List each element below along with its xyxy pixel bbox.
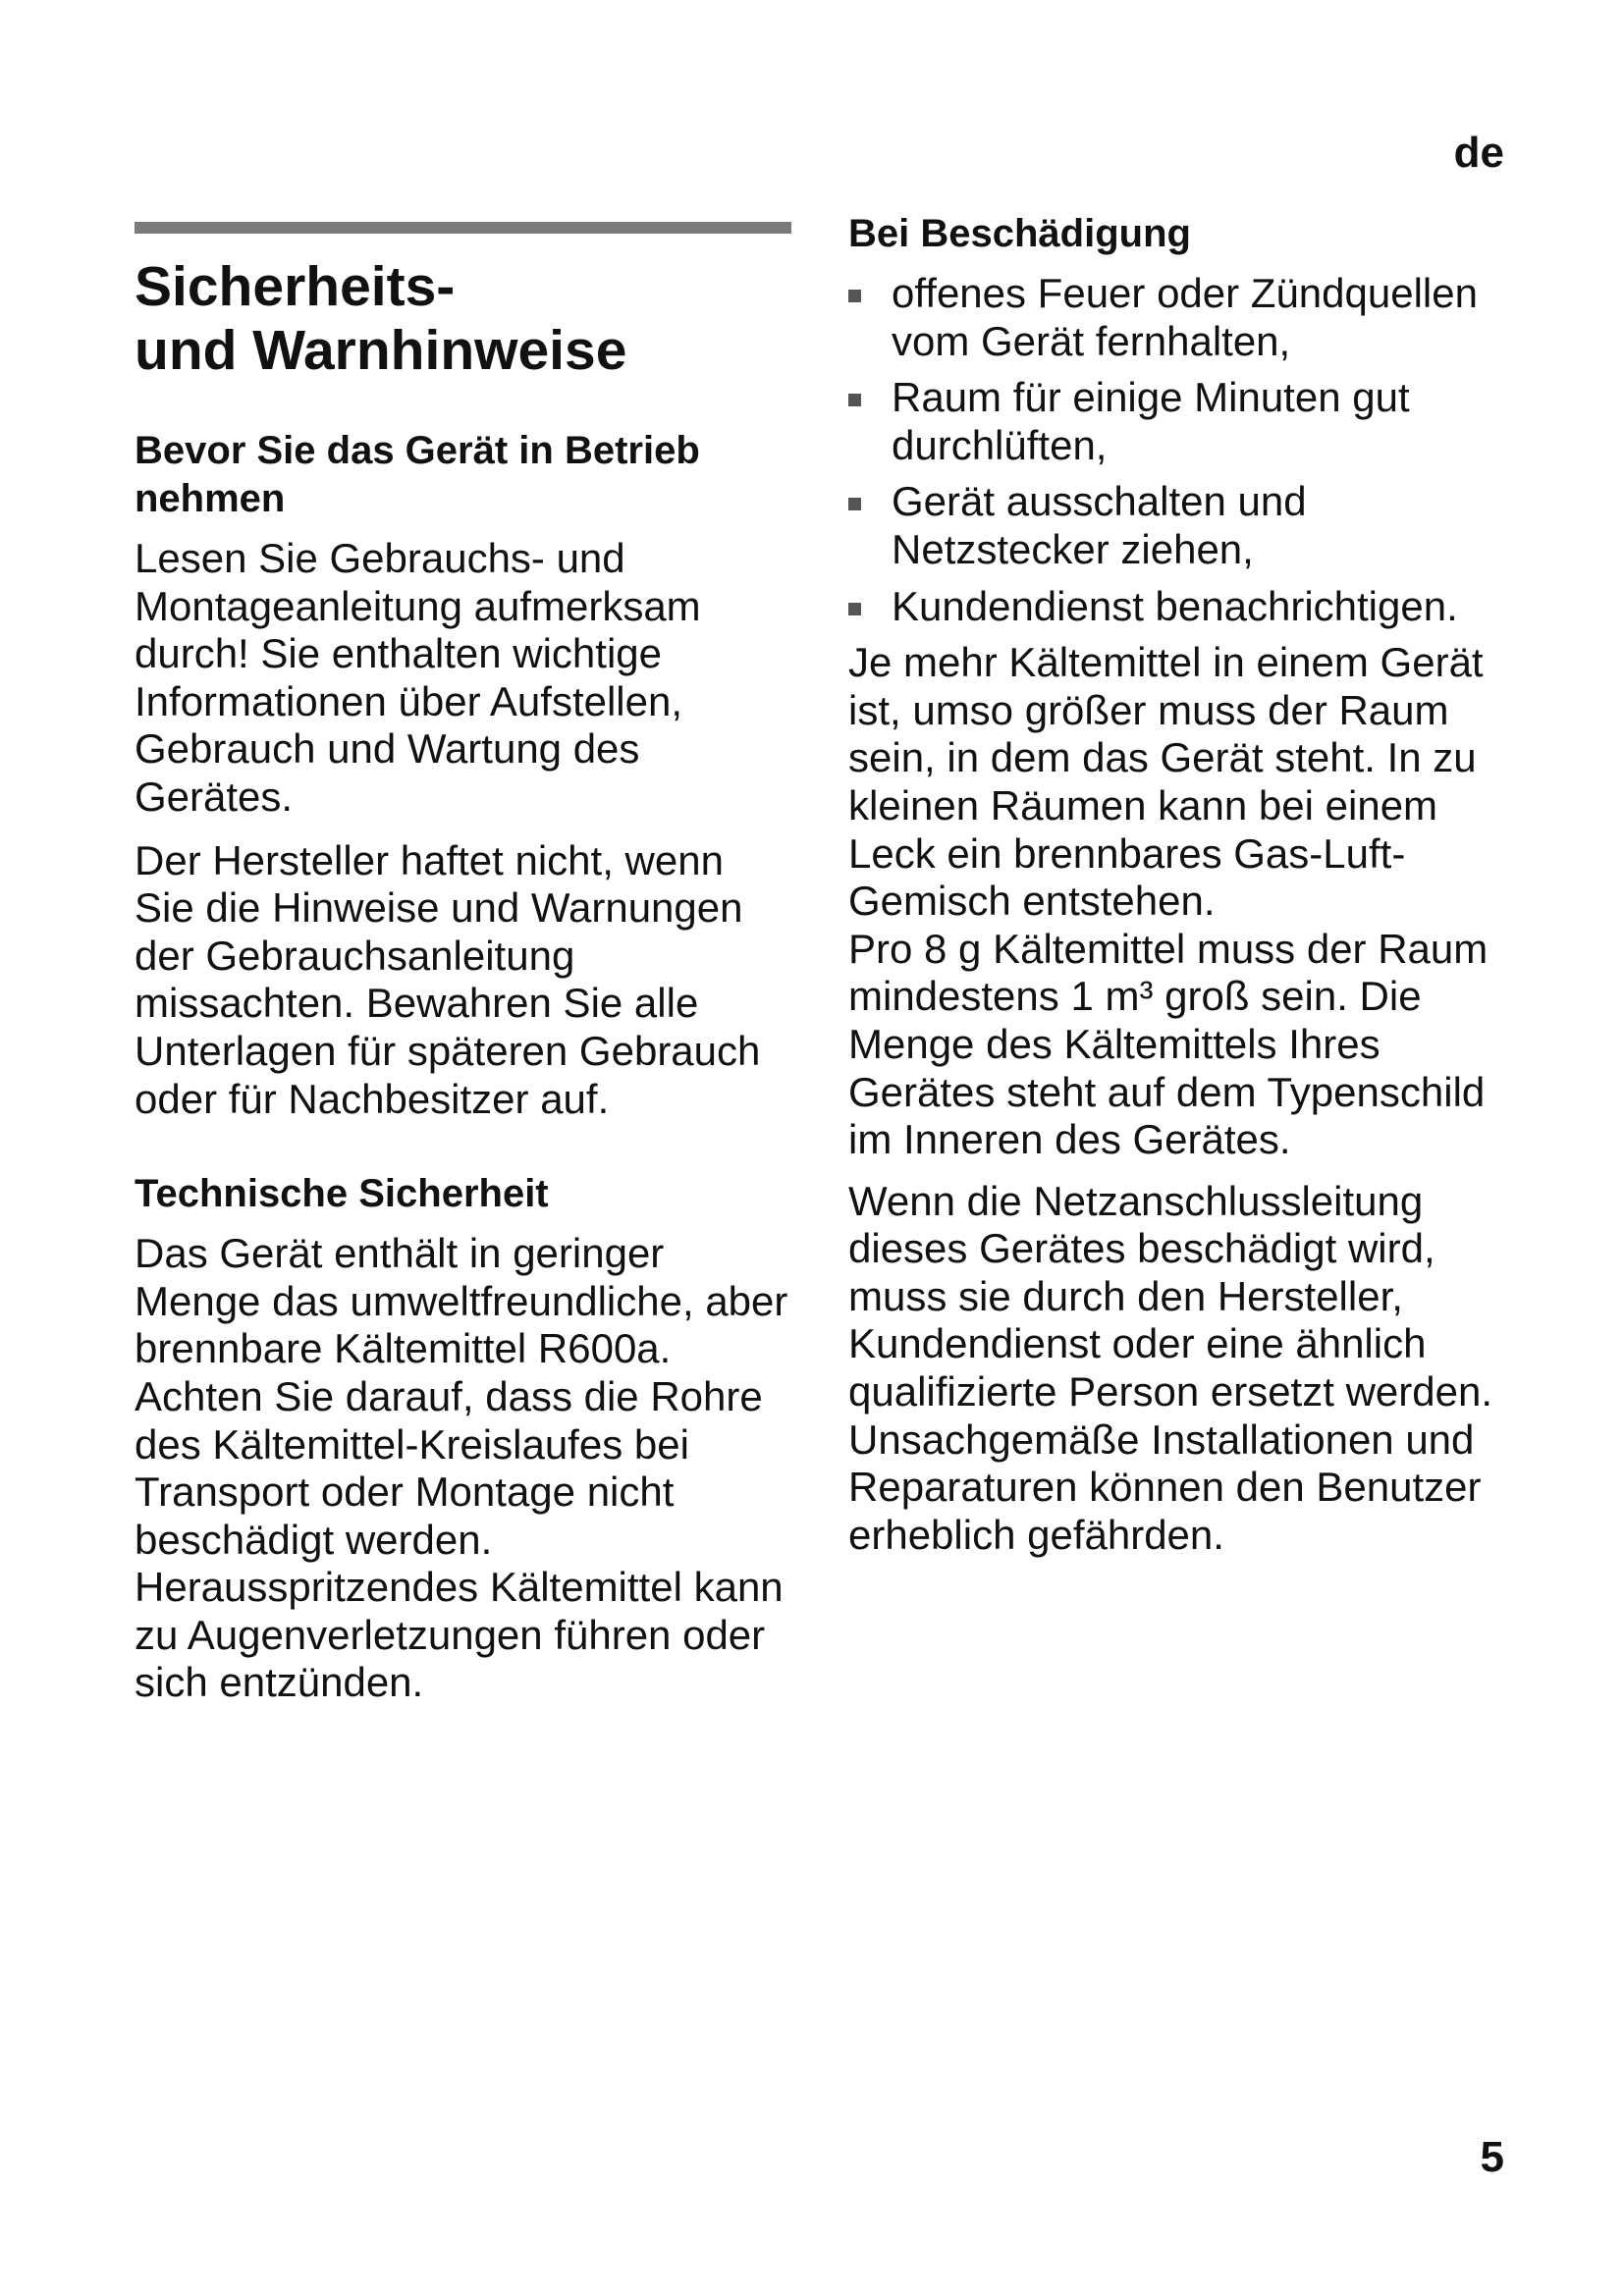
page-title-line-1: Sicherheits- [135, 255, 456, 318]
section-heading-technical-safety: Technische Sicherheit [135, 1172, 549, 1216]
paragraph-room-size: Je mehr Kältemittel in einem Gerät ist, umso größer muss der Raum sein, in dem das Gerät steht. In zu kleinen Räumen kann bei einem Leck ein brennbares Gas-Luft-Gemisch entstehen. [848, 639, 1484, 925]
bullet-square-icon [848, 394, 861, 406]
left-column [135, 222, 792, 1707]
damage-steps-list [848, 270, 1516, 630]
page-number: 5 [1480, 2133, 1504, 2181]
list-item [848, 270, 1516, 365]
section-heading-before-use: Bevor Sie das Gerät in Betrieb nehmen [135, 429, 700, 520]
title-divider-bar [135, 222, 791, 234]
paragraph-power-cable-damage: Wenn die Netzanschlussleitung dieses Gerätes beschädigt wird, muss sie durch den Hersteller, Kundendienst oder eine ähnlich qualifizierte Person ersetzt werden. Unsachgemäße Installationen und Reparaturen können den Benutzer erheblich gefährden. [848, 1177, 1492, 1558]
list-item-text: Raum für einige Minuten gut durchlüften, [892, 374, 1410, 468]
list-item [848, 583, 1516, 631]
bullet-square-icon [848, 603, 861, 615]
right-column [848, 210, 1516, 1559]
bullet-square-icon [848, 290, 861, 302]
list-item-text: Kundendienst benachrichtigen. [892, 582, 1458, 629]
paragraph-manufacturer-liability: Der Hersteller haftet nicht, wenn Sie die Hinweise und Warnungen der Gebrauchsanleitung missachten. Bewahren Sie alle Unterlagen für späteren Gebrauch oder für Nachbesitzer auf. [135, 836, 761, 1122]
page-title [135, 255, 792, 383]
section-heading-in-case-of-damage: Bei Beschädigung [848, 212, 1191, 255]
language-code: de [1453, 129, 1504, 177]
bullet-square-icon [848, 498, 861, 510]
paragraph-read-instructions: Lesen Sie Gebrauchs- und Montageanleitung aufmerksam durch! Sie enthalten wichtige Informationen über Aufstellen, Gebrauch und Wartung des Gerätes. [135, 535, 701, 820]
paragraph-refrigerant-quantity: Pro 8 g Kältemittel muss der Raum mindestens 1 m³ groß sein. Die Menge des Kältemittels Ihres Gerätes steht auf dem Typenschild im Inneren des Gerätes. [848, 925, 1489, 1163]
list-item [848, 374, 1516, 469]
list-item-text: Gerät ausschalten und Netzstecker ziehen, [892, 478, 1307, 572]
paragraph-refrigerant-info: Das Gerät enthält in geringer Menge das umweltfreundliche, aber brennbare Kältemittel R600a. Achten Sie darauf, dass die Rohre des Kältemittel-Kreislaufes bei Transport oder Montage nicht beschädigt werden. Herausspritzendes Kältemittel kann zu Augenverletzungen führen oder sich entzünden. [135, 1230, 788, 1706]
list-item-text: offenes Feuer oder Zündquellen vom Gerät fernhalten, [892, 270, 1478, 364]
list-item [848, 478, 1516, 573]
page-title-line-2: und Warnhinweise [135, 319, 627, 382]
